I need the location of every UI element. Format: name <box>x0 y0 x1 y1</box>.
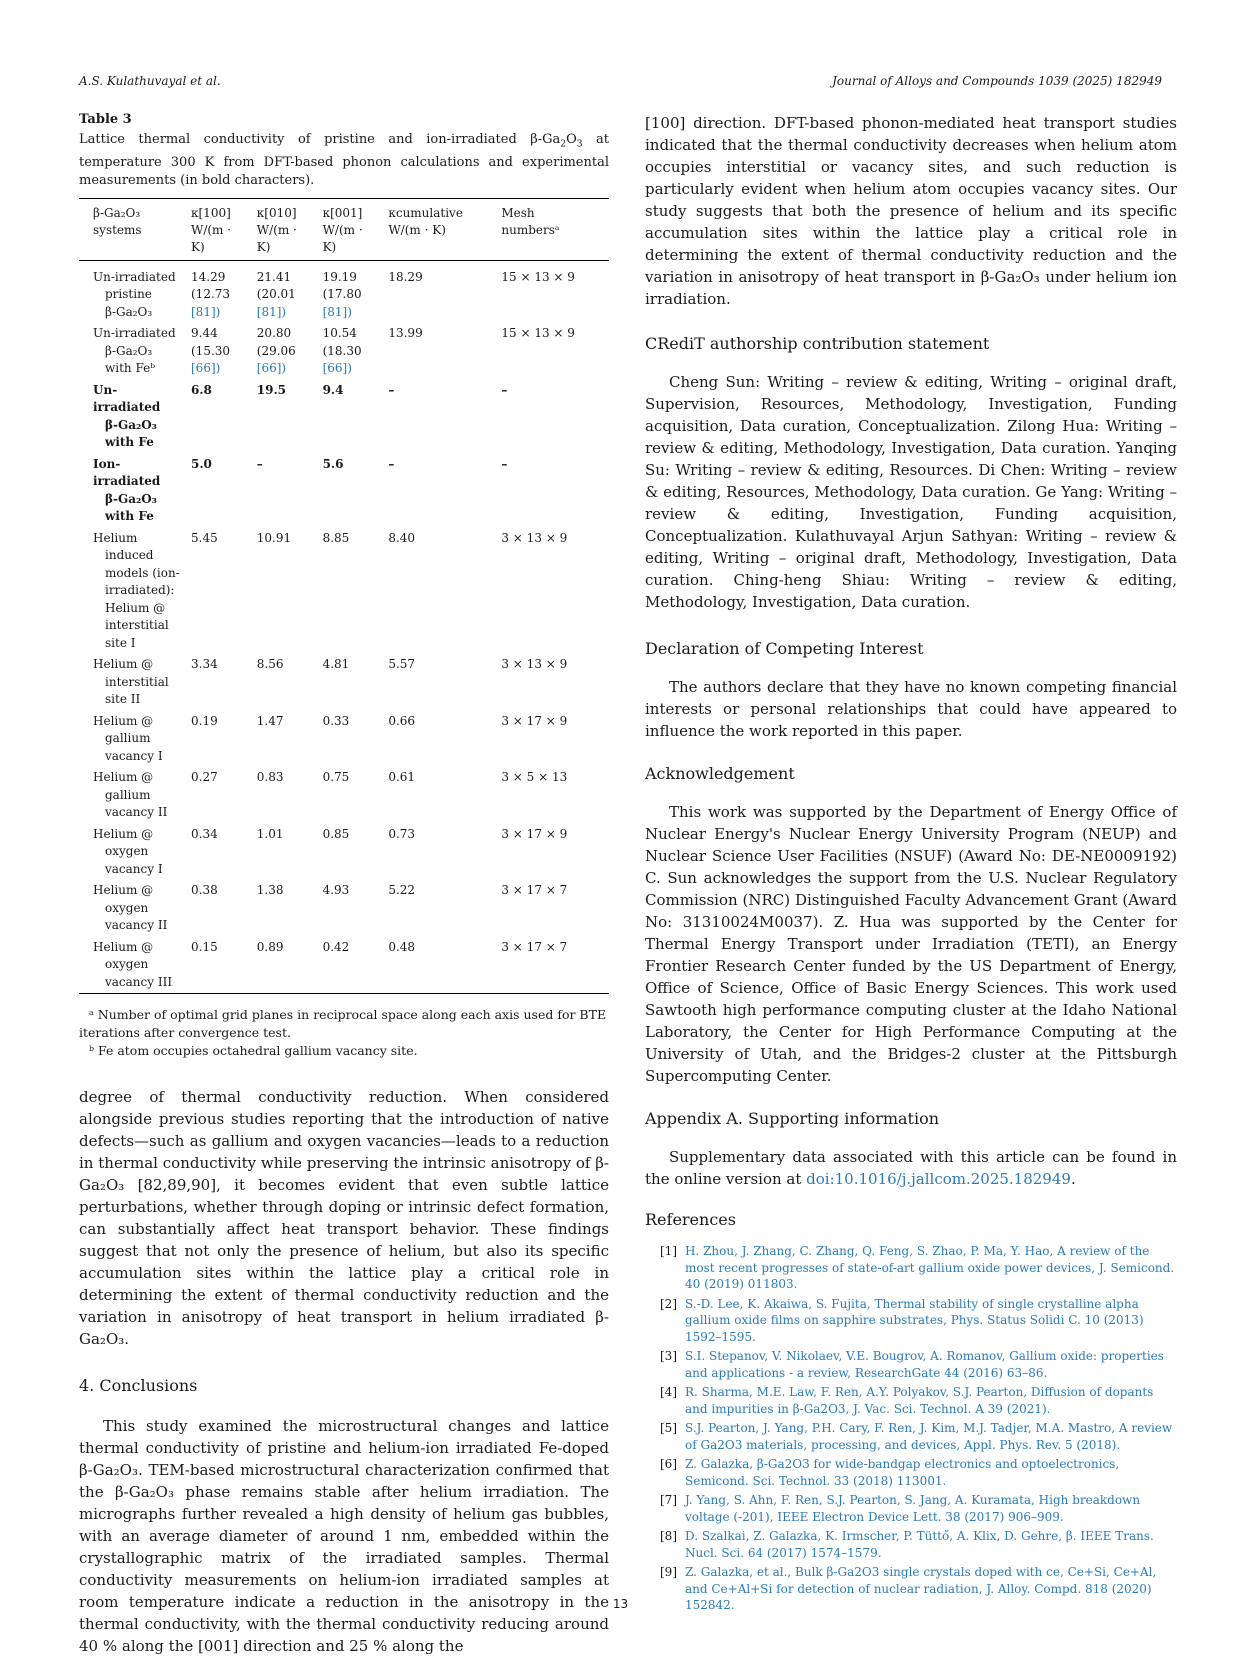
system-cell <box>79 767 187 824</box>
competing-interest-paragraph: The authors declare that they have no known competing financial interests or personal relationships that could have appeared to influence the work reported in this paper. <box>645 678 1177 740</box>
value-cell-k001 <box>319 937 385 994</box>
value-line: 0.83 <box>256 770 284 785</box>
table-row <box>79 323 609 380</box>
value-cell-k010 <box>253 824 319 881</box>
system-line: Un-irradiated <box>93 326 176 341</box>
acknowledgement-heading: Acknowledgement <box>645 764 795 783</box>
value-cell-k100 <box>187 528 253 655</box>
system-cell <box>79 454 187 528</box>
footnote: ᵃ Number of optimal grid planes in reciprocal space along each axis used for BTE iterations after convergence test. <box>79 1007 607 1041</box>
value-line: 5.45 <box>191 530 218 545</box>
table-header-cell <box>253 198 319 260</box>
table-row <box>79 711 609 768</box>
system-line: with Fe <box>105 509 154 524</box>
header-line: W/(m · <box>191 222 232 237</box>
value-cell-mesh: 15 × 13 × 9 <box>501 269 575 284</box>
value-cell-mesh: 3 × 13 × 9 <box>501 657 568 672</box>
reference-text[interactable]: Z. Galazka, β-Ga2O3 for wide-bandgap electronics and optoelectronics, Semicond. Sci. Technol. 33 (2018) 113001. <box>685 1457 1120 1488</box>
thermal-conductivity-table <box>79 198 609 995</box>
table-row <box>79 880 609 937</box>
reference-number: [3] <box>660 1349 677 1363</box>
header-line: κcumulative <box>388 205 463 220</box>
system-line: site II <box>105 692 141 707</box>
conclusions-heading: 4. Conclusions <box>79 1376 198 1396</box>
system-line: Un-irradiated <box>93 269 176 284</box>
value-line: 9.44 <box>191 326 218 341</box>
value-line: 0.75 <box>322 770 350 785</box>
system-line: oxygen <box>105 900 149 915</box>
value-cell-kcumulative: 8.40 <box>388 530 416 545</box>
value-cell-mesh: 3 × 13 × 9 <box>501 530 568 545</box>
header-line: W/(m · <box>322 222 363 237</box>
value-cell-k001 <box>319 880 385 937</box>
system-line: irradiated): <box>105 583 175 598</box>
reference-text[interactable]: S.J. Pearton, J. Yang, P.H. Cary, F. Ren, J. Kim, M.J. Tadjer, M.A. Mastro, A review of Ga2O3 materials, processing, and devices, Appl. Phys. Rev. 5 (2018). <box>685 1421 1173 1452</box>
table-row <box>79 824 609 881</box>
table-header-cell <box>79 198 187 260</box>
value-line: [81]) <box>256 304 287 319</box>
value-cell-k100 <box>187 323 253 380</box>
value-cell-k100 <box>187 260 253 323</box>
system-cell <box>79 260 187 323</box>
value-line: 0.34 <box>191 826 218 841</box>
system-line: vacancy I <box>105 861 163 876</box>
system-cell <box>79 711 187 768</box>
reference-number: [1] <box>660 1244 677 1258</box>
table-row <box>79 454 609 528</box>
system-cell <box>79 824 187 881</box>
table-header-cell <box>319 198 385 260</box>
header-line: systems <box>93 222 142 237</box>
table-header-cell <box>187 198 253 260</box>
header-line: W/(m · K) <box>388 222 446 237</box>
value-cell-kcumulative: 0.66 <box>388 713 416 728</box>
system-line: Helium @ <box>93 883 154 898</box>
value-line: [66]) <box>256 361 287 376</box>
reference-item <box>645 1296 1177 1346</box>
table-row <box>79 767 609 824</box>
header-line: Mesh <box>501 205 535 220</box>
header-line: κ[001] <box>322 205 363 220</box>
value-cell-k100 <box>187 767 253 824</box>
reference-text[interactable]: S.-D. Lee, K. Akaiwa, S. Fujita, Thermal stability of single crystalline alpha gallium oxide films on sapphire substrates, Phys. Status Solidi C. 10 (2013) 1592–1595. <box>685 1296 1144 1344</box>
system-cell <box>79 380 187 454</box>
value-cell-mesh: 3 × 17 × 7 <box>501 939 568 954</box>
table-row <box>79 528 609 655</box>
value-line: [81]) <box>191 304 221 319</box>
credit-paragraph: Cheng Sun: Writing – review & editing, Writing – original draft, Supervision, Resources, Methodology, Investigation, Funding acquisition, Data curation, Conceptualization. Zilong Hua: Writing – review & editing, Methodology, Investigation, Data curation. Yanqing Su: Writing – review & editing, Resources. Di Chen: Writing – review & editing, Resources, Methodology, Data curation. Ge Yang: Writing – review & editing, Investigation, Funding acquisition, Conceptualization. Kulathuvayal Arjun Sathyan: Writing – review & editing, Writing – original draft, Methodology, Investigation, Data curation. Ching-heng Shiau: Writing – review & editing, Methodology, Investigation, Data curation. <box>645 373 1177 611</box>
left-column <box>79 112 609 1657</box>
value-line: 8.56 <box>256 657 284 672</box>
system-cell <box>79 880 187 937</box>
reference-text[interactable]: H. Zhou, J. Zhang, C. Zhang, Q. Feng, S. Zhao, P. Ma, Y. Hao, A review of the most recent progresses of state-of-art gallium oxide power devices, J. Semicond. 40 (2019) 011803. <box>685 1244 1175 1291</box>
system-line: vacancy I <box>105 748 163 763</box>
value-line: 0.27 <box>191 770 218 785</box>
system-line: oxygen <box>105 957 149 972</box>
value-cell-k001 <box>319 454 385 528</box>
header-line: κ[100] <box>191 205 231 220</box>
reference-number: [7] <box>660 1493 677 1507</box>
value-cell-k010 <box>253 380 319 454</box>
value-line: 0.38 <box>191 883 218 898</box>
value-line: (12.73 <box>191 287 231 302</box>
value-line: (20.01 <box>256 287 296 302</box>
value-line: (17.80 <box>322 287 362 302</box>
reference-item <box>645 1243 1177 1293</box>
value-cell-kcumulative: 5.22 <box>388 883 416 898</box>
system-line: with Feᵇ <box>105 361 156 376</box>
system-line: vacancy II <box>105 805 168 820</box>
system-line: oxygen <box>105 844 149 859</box>
value-line: 0.15 <box>191 939 218 954</box>
system-cell <box>79 654 187 711</box>
reference-text[interactable]: D. Szalkai, Z. Galazka, K. Irmscher, P. Tüttő, A. Klix, D. Gehre, β. IEEE Trans. Nucl. Sci. 64 (2017) 1574–1579. <box>685 1529 1154 1560</box>
footnote: ᵇ Fe atom occupies octahedral gallium vacancy site. <box>89 1043 418 1059</box>
system-line: β-Ga₂O₃ <box>105 304 153 319</box>
credit-heading: CRediT authorship contribution statement <box>645 334 990 353</box>
value-cell-k100 <box>187 824 253 881</box>
value-cell-mesh: 15 × 13 × 9 <box>501 326 575 341</box>
value-cell-kcumulative: 18.29 <box>388 269 423 284</box>
conclusions-paragraph: This study examined the microstructural changes and lattice thermal conductivity of pristine and helium-ion irradiated Fe-doped β-Ga₂O₃. TEM-based microstructural characterization confirmed that the β-Ga₂O₃ phase remains stable after helium irradiation. The micrographs further revealed a high density of helium gas bubbles, with an average diameter of around 1 nm, embedded within the crystallographic matrix of the irradiated samples. Thermal conductivity measurements on helium-ion irradiated samples at room temperature indicate a reduction in the anisotropy in the thermal conductivity, with the thermal conductivity reducing around 40 % along the [001] direction and 25 % along the <box>79 1417 609 1656</box>
value-line: (29.06 <box>256 343 296 358</box>
value-cell-k010 <box>253 880 319 937</box>
appendix-paragraph: Supplementary data associated with this article can be found in the online version at doi:10.1016/j.jallcom.2025.182949. <box>645 1148 1177 1188</box>
header-line: numbersᵃ <box>501 222 560 237</box>
system-line: gallium <box>105 731 151 746</box>
value-line: 1.47 <box>256 713 284 728</box>
system-line: β-Ga₂O₃ <box>105 491 157 506</box>
value-cell-k100 <box>187 880 253 937</box>
reference-number: [5] <box>660 1421 677 1435</box>
value-line: 0.33 <box>322 713 350 728</box>
value-cell-k001 <box>319 380 385 454</box>
value-cell-k010 <box>253 654 319 711</box>
system-line: vacancy III <box>105 974 173 989</box>
references-list <box>645 1243 1177 1614</box>
header-line: K) <box>322 239 337 254</box>
value-cell-k001 <box>319 528 385 655</box>
system-line: Helium @ <box>105 600 166 615</box>
value-line: 0.19 <box>191 713 218 728</box>
system-line: vacancy II <box>105 918 168 933</box>
system-cell <box>79 528 187 655</box>
value-cell-k001 <box>319 824 385 881</box>
table-row <box>79 654 609 711</box>
reference-item <box>645 1348 1177 1381</box>
system-line: interstitial <box>105 618 169 633</box>
reference-item <box>645 1528 1177 1561</box>
table-caption: Lattice thermal conductivity of pristine and ion-irradiated $\beta-Ga_2O_3$ at temperature 300 K from DFT-based phonon calculations and experimental measurements (in bold characters). <box>79 132 609 188</box>
system-cell <box>79 323 187 380</box>
value-line: 1.01 <box>256 826 284 841</box>
table-row <box>79 380 609 454</box>
value-cell-mesh: – <box>501 382 508 397</box>
header-line: κ[010] <box>256 205 297 220</box>
reference-item <box>645 1420 1177 1453</box>
conclusions-continued: [100] direction. DFT-based phonon-mediated heat transport studies indicated that the thermal conductivity decreases when helium atom occupies interstitial or vacancy sites, and such reduction is particularly evident when helium atom occupies vacancy sites. Our study suggests that both the presence of helium and its specific accumulation sites within the lattice play a critical role in determining the extent of thermal conductivity reduction and the variation in anisotropy of heat transport in β-Ga₂O₃ under helium ion irradiation. <box>645 114 1177 308</box>
value-cell-kcumulative: 0.48 <box>388 939 416 954</box>
value-line: 19.5 <box>256 382 287 397</box>
reference-item <box>645 1492 1177 1525</box>
value-line: 21.41 <box>256 269 292 284</box>
value-line: 10.54 <box>322 326 357 341</box>
doi-link[interactable]: doi:10.1016/j.jallcom.2025.182949 <box>806 1170 1071 1188</box>
value-line: 5.0 <box>191 456 212 471</box>
competing-interest-heading: Declaration of Competing Interest <box>645 639 924 658</box>
value-cell-k010 <box>253 528 319 655</box>
value-cell-k001 <box>319 260 385 323</box>
value-line: 3.34 <box>191 657 218 672</box>
table-footnotes <box>79 1006 609 1060</box>
value-cell-mesh: 3 × 17 × 9 <box>501 826 568 841</box>
value-line: 9.4 <box>322 382 344 397</box>
value-line: [66]) <box>191 361 221 376</box>
value-cell-k001 <box>319 767 385 824</box>
system-line: site I <box>105 635 136 650</box>
system-line: Helium @ <box>93 713 154 728</box>
reference-text[interactable]: Z. Galazka, et al., Bulk β-Ga2O3 single crystals doped with ce, Ce+Si, Ce+Al, and Ce+Al+Si for detection of nuclear radiation, J. Alloy. Compd. 818 (2020) 152842. <box>685 1565 1157 1612</box>
value-line: 5.6 <box>322 456 344 471</box>
system-line: Un-irradiated <box>93 382 161 415</box>
system-line: Helium @ <box>93 770 154 785</box>
value-cell-mesh: – <box>501 456 508 471</box>
system-line: with Fe <box>105 435 154 450</box>
value-cell-kcumulative: 5.57 <box>388 657 416 672</box>
value-line: 0.85 <box>322 826 350 841</box>
value-cell-k100 <box>187 380 253 454</box>
system-line: Helium @ <box>93 939 154 954</box>
value-line: 0.89 <box>256 939 284 954</box>
value-line: [66]) <box>322 361 352 376</box>
table-header-cell <box>384 198 497 260</box>
table-header-cell <box>497 198 609 260</box>
header-line: W/(m · <box>256 222 297 237</box>
references-heading: References <box>645 1210 736 1229</box>
value-cell-k010 <box>253 454 319 528</box>
table-label: Table 3 <box>79 112 132 127</box>
system-line: Helium @ <box>93 826 154 841</box>
value-line: 4.93 <box>322 883 350 898</box>
value-line: 4.81 <box>322 657 350 672</box>
system-line: models (ion- <box>105 565 180 580</box>
value-line: (18.30 <box>322 343 362 358</box>
reference-number: [4] <box>660 1385 677 1399</box>
page-number: 13 <box>612 1597 629 1611</box>
value-cell-k100 <box>187 654 253 711</box>
reference-item <box>645 1384 1177 1417</box>
right-column <box>645 112 1177 1617</box>
reference-text[interactable]: R. Sharma, M.E. Law, F. Ren, A.Y. Polyakov, S.J. Pearton, Diffusion of dopants and impurities in β-Ga2O3, J. Vac. Sci. Technol. A 39 (2021). <box>685 1385 1154 1416</box>
system-cell <box>79 937 187 994</box>
value-line: 0.42 <box>322 939 350 954</box>
reference-text[interactable]: J. Yang, S. Ahn, F. Ren, S.J. Pearton, S. Jang, A. Kuramata, High breakdown voltage (-201), IEEE Electron Device Lett. 38 (2017) 906–909. <box>685 1493 1141 1524</box>
value-cell-k010 <box>253 323 319 380</box>
running-header-authors: A.S. Kulathuvayal et al. <box>79 74 221 88</box>
value-line: (15.30 <box>191 343 231 358</box>
header-line: K) <box>191 239 205 254</box>
value-cell-k010 <box>253 767 319 824</box>
value-line: 8.85 <box>322 530 350 545</box>
system-line: gallium <box>105 787 151 802</box>
acknowledgement-paragraph: This work was supported by the Department of Energy Office of Nuclear Energy's Nuclear Energy University Program (NEUP) and Nuclear Science User Facilities (NSUF) (Award No: DE-NE0009192) C. Sun acknowledges the support from the U.S. Nuclear Regulatory Commission (NRC) Distinguished Faculty Advancement Grant (Award No: 31310024M0037). Z. Hua was supported by the Center for Thermal Energy Transport under Irradiation (TETI), an Energy Frontier Research Center funded by the US Department of Energy, Office of Science, Office of Basic Energy Sciences. This work used Sawtooth high performance computing cluster at the Idaho National Laboratory, the Center for High Performance Computing at the University of Utah, and the Bridges-2 cluster at the Pittsburgh Supercomputing Center. <box>645 803 1177 1085</box>
value-cell-k001 <box>319 323 385 380</box>
value-cell-k001 <box>319 711 385 768</box>
value-cell-k100 <box>187 454 253 528</box>
reference-number: [2] <box>660 1296 677 1311</box>
reference-number: [9] <box>660 1565 677 1579</box>
value-line: 10.91 <box>256 530 292 545</box>
system-line: Helium <box>93 530 138 545</box>
value-cell-mesh: 3 × 17 × 7 <box>501 883 568 898</box>
value-cell-k100 <box>187 711 253 768</box>
table-row <box>79 260 609 323</box>
header-line: K) <box>256 239 271 254</box>
value-cell-kcumulative: – <box>388 382 395 397</box>
reference-number: [6] <box>660 1457 677 1471</box>
value-line: 19.19 <box>322 269 357 284</box>
value-cell-kcumulative: 0.73 <box>388 826 416 841</box>
header-line: β-Ga₂O₃ <box>93 205 141 220</box>
value-line: 1.38 <box>256 883 284 898</box>
discussion-paragraph: degree of thermal conductivity reduction. When considered alongside previous studies reporting that the introduction of native defects—such as gallium and oxygen vacancies—leads to a reduction in thermal conductivity while preserving the intrinsic anisotropy of β-Ga₂O₃ [82,89,90], it becomes evident that even subtle lattice perturbations, whether through doping or intrinsic defect formation, can substantially affect heat transport behavior. These findings suggest that not only the presence of helium, but also its specific accumulation sites within the lattice play a critical role in determining the extent of thermal conductivity reduction and the variation in anisotropy of heat transport in helium irradiated β-Ga₂O₃. <box>79 1088 609 1349</box>
value-cell-k010 <box>253 937 319 994</box>
value-line: [81]) <box>322 304 352 319</box>
table-row <box>79 937 609 994</box>
value-line: 14.29 <box>191 269 226 284</box>
system-line: Helium @ <box>93 657 154 672</box>
system-line: induced <box>105 548 154 563</box>
value-cell-k001 <box>319 654 385 711</box>
value-line: 20.80 <box>256 326 292 341</box>
value-cell-k010 <box>253 711 319 768</box>
system-line: β-Ga₂O₃ <box>105 417 157 432</box>
value-cell-kcumulative: 13.99 <box>388 326 423 341</box>
value-cell-mesh: 3 × 5 × 13 <box>501 770 568 785</box>
value-cell-kcumulative: 0.61 <box>388 770 416 785</box>
system-line: β-Ga₂O₃ <box>105 343 153 358</box>
value-cell-k100 <box>187 937 253 994</box>
value-cell-kcumulative: – <box>388 456 395 471</box>
table-header-row <box>79 198 609 260</box>
value-line: – <box>256 456 263 471</box>
system-line: interstitial <box>105 674 169 689</box>
system-line: pristine <box>105 287 152 302</box>
value-cell-mesh: 3 × 17 × 9 <box>501 713 568 728</box>
reference-item <box>645 1456 1177 1489</box>
running-header-journal: Journal of Alloys and Compounds 1039 (2025) 182949 <box>832 74 1162 88</box>
appendix-heading: Appendix A. Supporting information <box>645 1109 940 1128</box>
reference-text[interactable]: S.I. Stepanov, V. Nikolaev, V.E. Bougrov, A. Romanov, Gallium oxide: properties and applications - a review, ResearchGate 44 (2016) 63–86. <box>685 1349 1164 1380</box>
reference-number: [8] <box>660 1529 677 1543</box>
value-cell-k010 <box>253 260 319 323</box>
system-line: Ion-irradiated <box>93 456 161 489</box>
value-line: 6.8 <box>191 382 212 397</box>
